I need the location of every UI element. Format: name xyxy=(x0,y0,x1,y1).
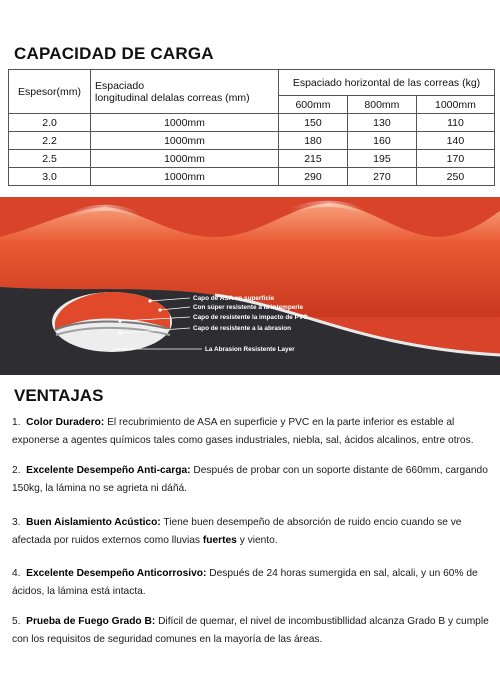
cell-longitudinal: 1000mm xyxy=(91,132,279,150)
cell-longitudinal: 1000mm xyxy=(91,150,279,168)
layer-label-1: Capo de ASA en superficie xyxy=(193,295,275,302)
item-text-end: y viento. xyxy=(239,535,278,546)
roof-sheet-illustration xyxy=(0,197,500,375)
subheader-800: 800mm xyxy=(347,96,416,114)
table-row xyxy=(9,150,495,168)
item-text: Después de 24 horas sumergida en sal, alcali, y un 60% de ácidos, la lámina está intacta. xyxy=(12,568,478,597)
cell-1000: 140 xyxy=(416,132,494,150)
item-title: Excelente Desempeño Anticorrosivo: xyxy=(26,568,207,579)
item-text: Difícil de quemar, el nivel de incombustibllidad alcanza Grado B y cumple con los requisitos de seguridad comunes en la mayoría de las áreas. xyxy=(12,616,489,645)
cell-thickness: 2.5 xyxy=(9,150,91,168)
subheader-1000: 1000mm xyxy=(416,96,494,114)
item-text: Después de probar con un soporte distante de 660mm, cargando 150kg, la lámina no se agrieta ni dáñá. xyxy=(12,465,488,494)
cell-longitudinal: 1000mm xyxy=(91,168,279,186)
item-number: 1. xyxy=(12,417,21,428)
cell-1000: 250 xyxy=(416,168,494,186)
roof-sheet-photo xyxy=(0,197,500,375)
load-capacity-table xyxy=(8,69,495,186)
callout-dot xyxy=(158,308,161,311)
capacity-title: CAPACIDAD DE CARGA xyxy=(14,44,214,63)
cell-600: 215 xyxy=(279,150,348,168)
advantages-title: VENTAJAS xyxy=(14,386,104,405)
item-title: Excelente Desempeño Anti-carga: xyxy=(26,465,191,476)
cell-600: 290 xyxy=(279,168,348,186)
cell-1000: 110 xyxy=(416,114,494,132)
item-number: 3. xyxy=(12,517,21,528)
longitudinal-header xyxy=(91,70,279,114)
cell-thickness: 2.0 xyxy=(9,114,91,132)
callout-dot xyxy=(118,331,121,334)
layer-label-3: Capo de resistente la impacto de PVC xyxy=(193,314,308,321)
callout-dot xyxy=(118,319,121,322)
cell-thickness: 3.0 xyxy=(9,168,91,186)
item-title: Color Duradero: xyxy=(26,417,105,428)
longitudinal-header-line2: longitudinal delalas correas (mm) xyxy=(95,91,250,104)
cell-800: 195 xyxy=(347,150,416,168)
longitudinal-header-line1: Espaciado xyxy=(95,79,145,92)
item-number: 4. xyxy=(12,568,21,579)
layer-label-5: La Abrasion Resistente Layer xyxy=(205,346,295,353)
cell-1000: 170 xyxy=(416,150,494,168)
item-number: 2. xyxy=(12,465,21,476)
advantage-item-3 xyxy=(12,514,494,550)
cell-800: 130 xyxy=(347,114,416,132)
advantage-item-1 xyxy=(12,414,494,450)
table-row xyxy=(9,132,495,150)
cell-600: 150 xyxy=(279,114,348,132)
horizontal-header: Espaciado horizontal de las correas (kg) xyxy=(279,70,495,96)
cell-800: 270 xyxy=(347,168,416,186)
subheader-600: 600mm xyxy=(279,96,348,114)
callout-dot xyxy=(148,299,151,302)
advantage-item-5 xyxy=(12,613,494,649)
item-text: El recubrimiento de ASA en superficie y PVC en la parte inferior es estable al exponerse a agentes químicos tales como gases industriales, niebla, sal, ácidos alcalinos, entre otros. xyxy=(12,417,474,446)
table-row xyxy=(9,114,495,132)
item-bold-word: fuertes xyxy=(202,535,237,546)
item-title: Buen Aislamiento Acústico: xyxy=(26,517,161,528)
thickness-header: Espesor(mm) xyxy=(9,70,91,114)
table-row xyxy=(9,168,495,186)
layer-label-4: Capo de resistente a la abrasion xyxy=(193,325,292,332)
cell-800: 160 xyxy=(347,132,416,150)
table-header-row xyxy=(9,70,495,96)
cell-longitudinal: 1000mm xyxy=(91,114,279,132)
item-text: Tiene buen desempeño de absorción de ruido encio cuando se ve afectada por ruidos externos como lluvias xyxy=(12,517,462,546)
item-number: 5. xyxy=(12,616,21,627)
cell-thickness: 2.2 xyxy=(9,132,91,150)
advantage-item-2 xyxy=(12,462,494,498)
cell-600: 180 xyxy=(279,132,348,150)
item-title: Prueba de Fuego Grado B: xyxy=(26,616,156,627)
layer-label-2: Con súper resistente a la intemperie xyxy=(193,304,304,311)
advantage-item-4 xyxy=(12,565,494,601)
